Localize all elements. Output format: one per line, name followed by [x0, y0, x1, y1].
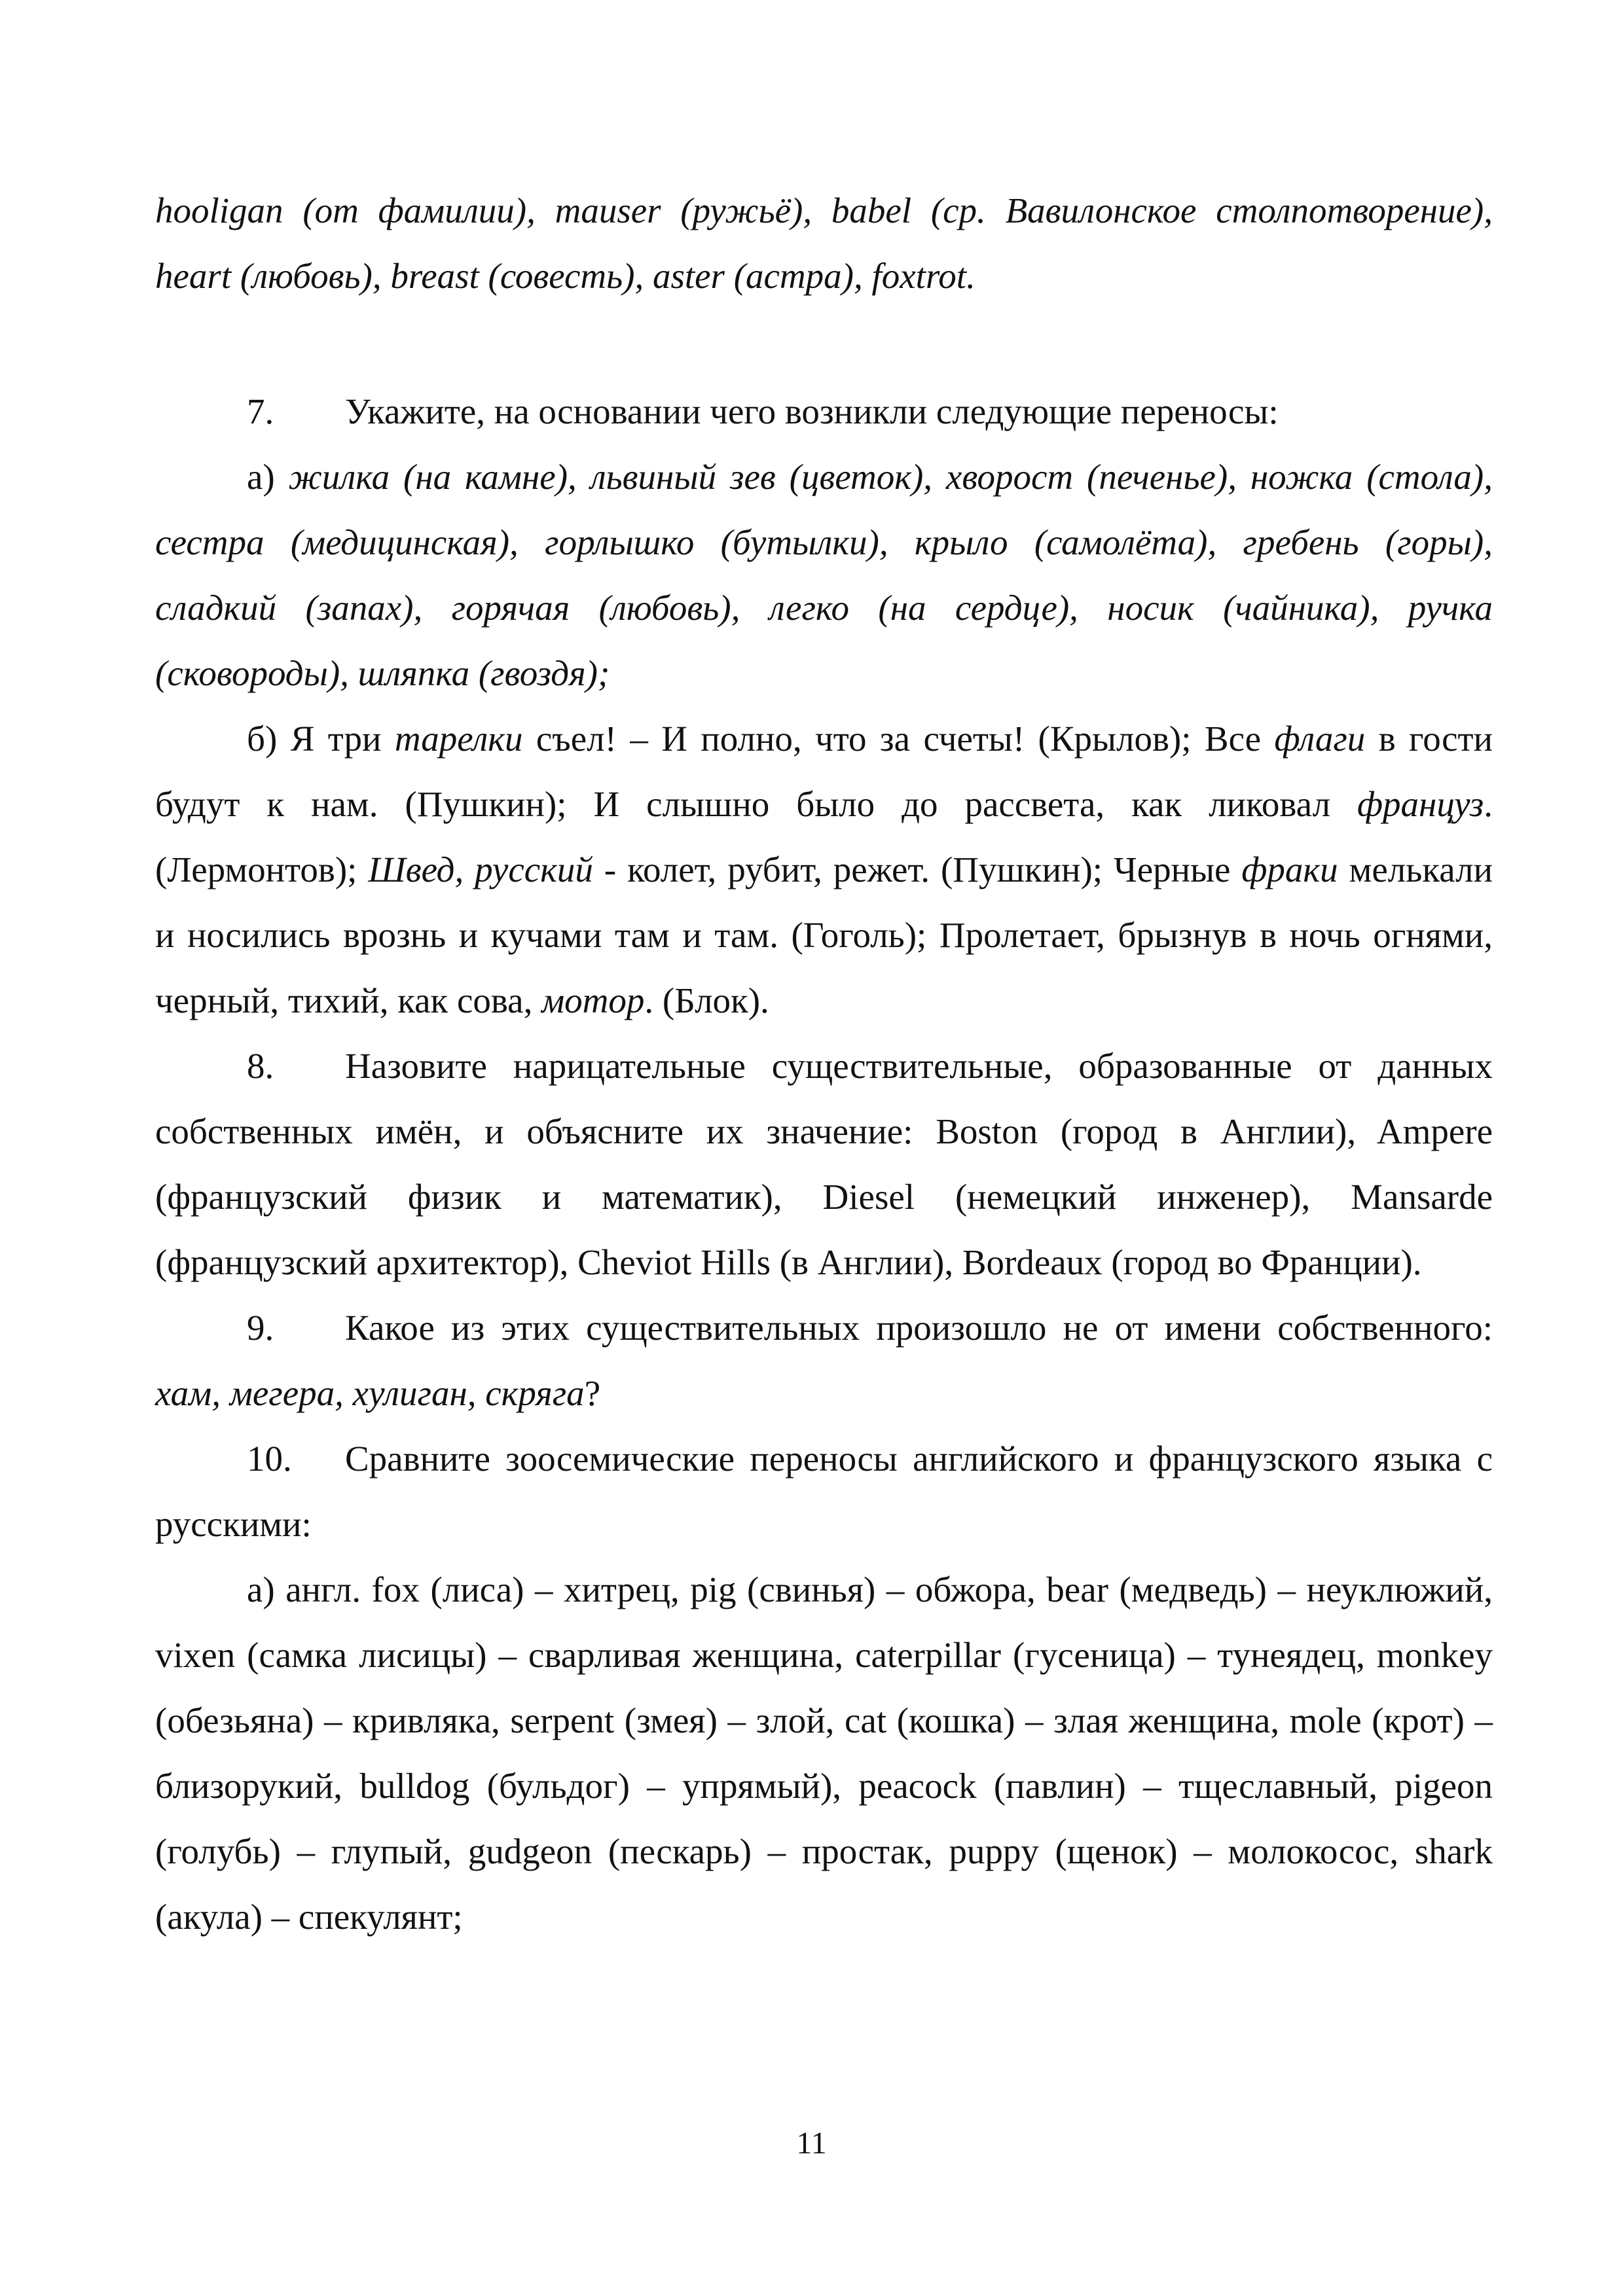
- question-7a: [155, 444, 1493, 706]
- question-7b-part-12: . (Блок).: [644, 980, 769, 1020]
- question-7b-part-10: мелькали и носились врознь и кучами там и там. (Гоголь); Пролетает, брызнув в ночь огнями, черный, тихий, как сова,: [155, 850, 1493, 1020]
- question-7b-label: б): [247, 719, 278, 759]
- question-8: [155, 1033, 1493, 1295]
- question-7b-part-7: Швед, русский: [368, 850, 593, 889]
- question-10a-label: а): [247, 1570, 275, 1609]
- question-7b-part-6: . (Лермонтов);: [155, 784, 1493, 889]
- question-9: [155, 1295, 1493, 1426]
- question-7a-label: а): [247, 457, 275, 497]
- question-7-title: Укажите, на основании чего возникли следующие переносы:: [345, 391, 1279, 431]
- question-7b-part-11: мотор: [541, 980, 645, 1020]
- question-8-number: 8.: [247, 1046, 274, 1086]
- question-7-number: 7.: [247, 391, 274, 431]
- question-10a: [155, 1557, 1493, 1950]
- question-7b-part-1: тарелки: [394, 719, 523, 759]
- question-7b-part-2: съел! – И полно, что за счеты! (Крылов); Все: [522, 719, 1275, 759]
- question-7b-part-0: Я три: [290, 719, 395, 759]
- question-10-text: Сравните зоосемические переносы английского и французского языка с русскими:: [155, 1439, 1493, 1544]
- question-7a-text: жилка (на камне), львиный зев (цветок), хворост (печенье), ножка (стола), сестра (медицинская), горлышко (бутылки), крыло (самолёта), гребень (горы), сладкий (запах), горячая (любовь), легко (на сердце), носик (чайника), ручка (сковороды), шляпка (гвоздя);: [155, 457, 1493, 693]
- question-9-text: Какое из этих существительных произошло не от имени собственного:: [345, 1308, 1493, 1348]
- page-number: 11: [796, 2126, 827, 2161]
- question-7b: [155, 706, 1493, 1033]
- question-7b-part-8: - колет, рубит, режет. (Пушкин); Черные: [593, 850, 1242, 889]
- question-9-words: хам, мегера, хулиган, скряга: [155, 1373, 585, 1413]
- question-10a-text: англ. fox (лиса) – хитрец, pig (свинья) – обжора, bear (медведь) – неуклюжий, vixen (самка лисицы) – сварливая женщина, caterpillar (гусеница) – тунеядец, monkey (обезьяна) – кривляка, serpent (змея) – злой, cat (кошка) – злая женщина, mole (крот) – близорукий, bulldog (бульдог) – упрямый), peacock (павлин) – тщеславный, pigeon (голубь) – глупый, gudgeon (пескарь) – простак, puppy (щенок) – молокосос, shark (акула) – спекулянт;: [155, 1570, 1493, 1937]
- question-9-end: ?: [584, 1373, 601, 1413]
- question-10: [155, 1426, 1493, 1557]
- question-7-title-line: [155, 379, 1493, 444]
- question-7: [155, 379, 1493, 1950]
- question-7b-part-5: француз: [1357, 784, 1484, 824]
- intro-paragraph: [155, 178, 1493, 309]
- question-7b-part-9: фраки: [1241, 850, 1338, 889]
- question-9-number: 9.: [247, 1308, 274, 1348]
- intro-text: hooligan (от фамилии), mauser (ружьё), babel (ср. Вавилонское столпотворение), heart (любовь), breast (совесть), aster (астра), foxtrot.: [155, 190, 1493, 296]
- question-7b-part-4: в гости будут к нам. (Пушкин); И слышно было до рассвета, как ликовал: [155, 719, 1493, 824]
- question-7b-part-3: флаги: [1274, 719, 1366, 759]
- question-8-text: Назовите нарицательные существительные, образованные от данных собственных имён, и объясните их значение: Boston (город в Англии), Ampere (французский физик и математик), Diesel (немецкий инженер), Mansarde (французский архитектор), Cheviot Hills (в Англии), Bordeaux (город во Франции).: [155, 1046, 1493, 1282]
- question-10-number: 10.: [247, 1439, 292, 1479]
